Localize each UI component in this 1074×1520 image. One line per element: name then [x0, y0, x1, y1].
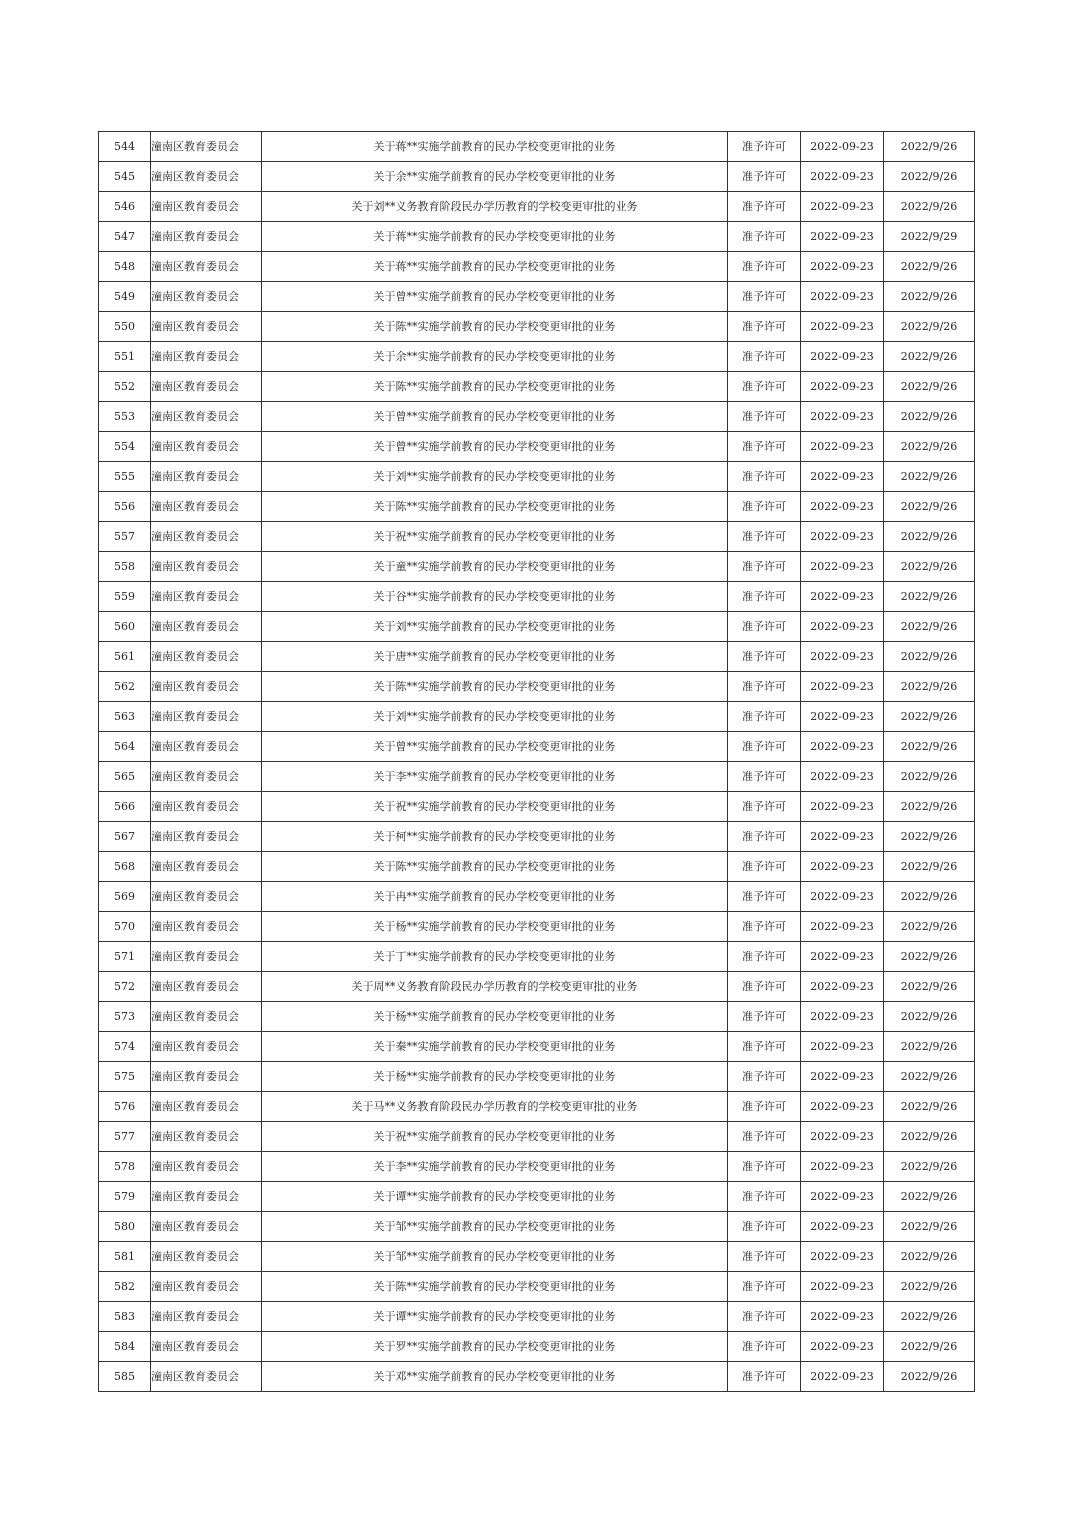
- table-row: [99, 132, 975, 162]
- authority-name: 潼南区教育委员会: [151, 1092, 262, 1122]
- decision-date: 2022-09-23: [801, 402, 884, 432]
- publish-date: 2022/9/26: [884, 822, 975, 852]
- matter-title: 关于柯**实施学前教育的民办学校变更审批的业务: [262, 822, 728, 852]
- matter-title: 关于刘**实施学前教育的民办学校变更审批的业务: [262, 612, 728, 642]
- authority-name: 潼南区教育委员会: [151, 972, 262, 1002]
- authority-name: 潼南区教育委员会: [151, 942, 262, 972]
- row-number: 574: [99, 1032, 151, 1062]
- matter-title: 关于刘**义务教育阶段民办学历教育的学校变更审批的业务: [262, 192, 728, 222]
- table-row: [99, 852, 975, 882]
- decision-date: 2022-09-23: [801, 1212, 884, 1242]
- row-number: 544: [99, 132, 151, 162]
- publish-date: 2022/9/26: [884, 132, 975, 162]
- table-row: [99, 672, 975, 702]
- decision-type: 准予许可: [728, 402, 801, 432]
- decision-type: 准予许可: [728, 312, 801, 342]
- row-number: 548: [99, 252, 151, 282]
- publish-date: 2022/9/26: [884, 162, 975, 192]
- row-number: 551: [99, 342, 151, 372]
- publish-date: 2022/9/26: [884, 732, 975, 762]
- row-number: 567: [99, 822, 151, 852]
- decision-type: 准予许可: [728, 1032, 801, 1062]
- matter-title: 关于杨**实施学前教育的民办学校变更审批的业务: [262, 1062, 728, 1092]
- matter-title: 关于曾**实施学前教育的民办学校变更审批的业务: [262, 282, 728, 312]
- matter-title: 关于杨**实施学前教育的民办学校变更审批的业务: [262, 912, 728, 942]
- decision-type: 准予许可: [728, 522, 801, 552]
- row-number: 559: [99, 582, 151, 612]
- matter-title: 关于陈**实施学前教育的民办学校变更审批的业务: [262, 672, 728, 702]
- authority-name: 潼南区教育委员会: [151, 492, 262, 522]
- publish-date: 2022/9/26: [884, 1242, 975, 1272]
- table-row: [99, 312, 975, 342]
- authority-name: 潼南区教育委员会: [151, 252, 262, 282]
- authority-name: 潼南区教育委员会: [151, 1032, 262, 1062]
- table-row: [99, 252, 975, 282]
- matter-title: 关于冉**实施学前教育的民办学校变更审批的业务: [262, 882, 728, 912]
- matter-title: 关于丁**实施学前教育的民办学校变更审批的业务: [262, 942, 728, 972]
- records-table: [98, 131, 975, 1392]
- decision-type: 准予许可: [728, 1182, 801, 1212]
- row-number: 568: [99, 852, 151, 882]
- table-row: [99, 522, 975, 552]
- table-row: [99, 942, 975, 972]
- decision-date: 2022-09-23: [801, 162, 884, 192]
- decision-type: 准予许可: [728, 1122, 801, 1152]
- row-number: 565: [99, 762, 151, 792]
- matter-title: 关于陈**实施学前教育的民办学校变更审批的业务: [262, 1272, 728, 1302]
- decision-date: 2022-09-23: [801, 1032, 884, 1062]
- authority-name: 潼南区教育委员会: [151, 612, 262, 642]
- row-number: 557: [99, 522, 151, 552]
- decision-date: 2022-09-23: [801, 1182, 884, 1212]
- matter-title: 关于祝**实施学前教育的民办学校变更审批的业务: [262, 522, 728, 552]
- authority-name: 潼南区教育委员会: [151, 372, 262, 402]
- table-row: [99, 702, 975, 732]
- matter-title: 关于曾**实施学前教育的民办学校变更审批的业务: [262, 732, 728, 762]
- authority-name: 潼南区教育委员会: [151, 702, 262, 732]
- authority-name: 潼南区教育委员会: [151, 1272, 262, 1302]
- publish-date: 2022/9/26: [884, 1182, 975, 1212]
- table-row: [99, 762, 975, 792]
- matter-title: 关于陈**实施学前教育的民办学校变更审批的业务: [262, 312, 728, 342]
- decision-date: 2022-09-23: [801, 1002, 884, 1032]
- row-number: 585: [99, 1362, 151, 1392]
- matter-title: 关于陈**实施学前教育的民办学校变更审批的业务: [262, 492, 728, 522]
- matter-title: 关于邓**实施学前教育的民办学校变更审批的业务: [262, 1362, 728, 1392]
- decision-type: 准予许可: [728, 372, 801, 402]
- row-number: 561: [99, 642, 151, 672]
- matter-title: 关于秦**实施学前教育的民办学校变更审批的业务: [262, 1032, 728, 1062]
- matter-title: 关于周**义务教育阶段民办学历教育的学校变更审批的业务: [262, 972, 728, 1002]
- authority-name: 潼南区教育委员会: [151, 852, 262, 882]
- matter-title: 关于陈**实施学前教育的民办学校变更审批的业务: [262, 852, 728, 882]
- decision-date: 2022-09-23: [801, 792, 884, 822]
- table-row: [99, 192, 975, 222]
- authority-name: 潼南区教育委员会: [151, 732, 262, 762]
- row-number: 584: [99, 1332, 151, 1362]
- matter-title: 关于祝**实施学前教育的民办学校变更审批的业务: [262, 1122, 728, 1152]
- authority-name: 潼南区教育委员会: [151, 312, 262, 342]
- table-row: [99, 972, 975, 1002]
- table-row: [99, 822, 975, 852]
- publish-date: 2022/9/26: [884, 1302, 975, 1332]
- row-number: 558: [99, 552, 151, 582]
- decision-date: 2022-09-23: [801, 912, 884, 942]
- decision-date: 2022-09-23: [801, 852, 884, 882]
- table-row: [99, 642, 975, 672]
- publish-date: 2022/9/26: [884, 1122, 975, 1152]
- decision-type: 准予许可: [728, 132, 801, 162]
- matter-title: 关于谭**实施学前教育的民办学校变更审批的业务: [262, 1182, 728, 1212]
- decision-type: 准予许可: [728, 672, 801, 702]
- decision-type: 准予许可: [728, 642, 801, 672]
- authority-name: 潼南区教育委员会: [151, 1362, 262, 1392]
- decision-date: 2022-09-23: [801, 1272, 884, 1302]
- row-number: 573: [99, 1002, 151, 1032]
- matter-title: 关于蒋**实施学前教育的民办学校变更审批的业务: [262, 252, 728, 282]
- row-number: 572: [99, 972, 151, 1002]
- publish-date: 2022/9/26: [884, 1212, 975, 1242]
- authority-name: 潼南区教育委员会: [151, 882, 262, 912]
- decision-type: 准予许可: [728, 1362, 801, 1392]
- row-number: 583: [99, 1302, 151, 1332]
- authority-name: 潼南区教育委员会: [151, 162, 262, 192]
- matter-title: 关于余**实施学前教育的民办学校变更审批的业务: [262, 162, 728, 192]
- publish-date: 2022/9/26: [884, 972, 975, 1002]
- authority-name: 潼南区教育委员会: [151, 912, 262, 942]
- decision-type: 准予许可: [728, 1302, 801, 1332]
- publish-date: 2022/9/26: [884, 1002, 975, 1032]
- authority-name: 潼南区教育委员会: [151, 762, 262, 792]
- records-table-body: [99, 132, 975, 1392]
- table-row: [99, 1032, 975, 1062]
- matter-title: 关于谭**实施学前教育的民办学校变更审批的业务: [262, 1302, 728, 1332]
- row-number: 571: [99, 942, 151, 972]
- matter-title: 关于蒋**实施学前教育的民办学校变更审批的业务: [262, 222, 728, 252]
- authority-name: 潼南区教育委员会: [151, 1332, 262, 1362]
- row-number: 555: [99, 462, 151, 492]
- decision-type: 准予许可: [728, 1152, 801, 1182]
- decision-date: 2022-09-23: [801, 522, 884, 552]
- table-row: [99, 582, 975, 612]
- authority-name: 潼南区教育委员会: [151, 1212, 262, 1242]
- decision-type: 准予许可: [728, 492, 801, 522]
- row-number: 577: [99, 1122, 151, 1152]
- decision-date: 2022-09-23: [801, 1302, 884, 1332]
- row-number: 549: [99, 282, 151, 312]
- table-row: [99, 732, 975, 762]
- matter-title: 关于曾**实施学前教育的民办学校变更审批的业务: [262, 402, 728, 432]
- table-row: [99, 1362, 975, 1392]
- publish-date: 2022/9/26: [884, 1032, 975, 1062]
- decision-date: 2022-09-23: [801, 462, 884, 492]
- decision-date: 2022-09-23: [801, 972, 884, 1002]
- decision-date: 2022-09-23: [801, 1152, 884, 1182]
- decision-date: 2022-09-23: [801, 612, 884, 642]
- matter-title: 关于祝**实施学前教育的民办学校变更审批的业务: [262, 792, 728, 822]
- decision-date: 2022-09-23: [801, 492, 884, 522]
- publish-date: 2022/9/26: [884, 462, 975, 492]
- decision-date: 2022-09-23: [801, 372, 884, 402]
- matter-title: 关于唐**实施学前教育的民办学校变更审批的业务: [262, 642, 728, 672]
- authority-name: 潼南区教育委员会: [151, 132, 262, 162]
- decision-date: 2022-09-23: [801, 942, 884, 972]
- authority-name: 潼南区教育委员会: [151, 282, 262, 312]
- table-row: [99, 432, 975, 462]
- decision-date: 2022-09-23: [801, 642, 884, 672]
- table-row: [99, 492, 975, 522]
- matter-title: 关于李**实施学前教育的民办学校变更审批的业务: [262, 1152, 728, 1182]
- authority-name: 潼南区教育委员会: [151, 1002, 262, 1032]
- publish-date: 2022/9/26: [884, 372, 975, 402]
- publish-date: 2022/9/26: [884, 522, 975, 552]
- matter-title: 关于童**实施学前教育的民办学校变更审批的业务: [262, 552, 728, 582]
- decision-type: 准予许可: [728, 882, 801, 912]
- decision-type: 准予许可: [728, 612, 801, 642]
- table-row: [99, 462, 975, 492]
- decision-type: 准予许可: [728, 342, 801, 372]
- publish-date: 2022/9/26: [884, 882, 975, 912]
- publish-date: 2022/9/26: [884, 492, 975, 522]
- decision-date: 2022-09-23: [801, 762, 884, 792]
- row-number: 578: [99, 1152, 151, 1182]
- publish-date: 2022/9/26: [884, 582, 975, 612]
- authority-name: 潼南区教育委员会: [151, 192, 262, 222]
- publish-date: 2022/9/26: [884, 1272, 975, 1302]
- authority-name: 潼南区教育委员会: [151, 1062, 262, 1092]
- authority-name: 潼南区教育委员会: [151, 672, 262, 702]
- publish-date: 2022/9/26: [884, 402, 975, 432]
- publish-date: 2022/9/26: [884, 312, 975, 342]
- table-row: [99, 402, 975, 432]
- decision-type: 准予许可: [728, 1332, 801, 1362]
- publish-date: 2022/9/26: [884, 852, 975, 882]
- row-number: 576: [99, 1092, 151, 1122]
- decision-type: 准予许可: [728, 762, 801, 792]
- decision-date: 2022-09-23: [801, 672, 884, 702]
- matter-title: 关于余**实施学前教育的民办学校变更审批的业务: [262, 342, 728, 372]
- decision-date: 2022-09-23: [801, 132, 884, 162]
- table-row: [99, 1212, 975, 1242]
- row-number: 580: [99, 1212, 151, 1242]
- row-number: 582: [99, 1272, 151, 1302]
- publish-date: 2022/9/26: [884, 252, 975, 282]
- publish-date: 2022/9/26: [884, 192, 975, 222]
- decision-type: 准予许可: [728, 852, 801, 882]
- decision-type: 准予许可: [728, 942, 801, 972]
- decision-type: 准予许可: [728, 792, 801, 822]
- publish-date: 2022/9/26: [884, 642, 975, 672]
- row-number: 569: [99, 882, 151, 912]
- table-row: [99, 552, 975, 582]
- matter-title: 关于李**实施学前教育的民办学校变更审批的业务: [262, 762, 728, 792]
- row-number: 552: [99, 372, 151, 402]
- authority-name: 潼南区教育委员会: [151, 522, 262, 552]
- row-number: 581: [99, 1242, 151, 1272]
- publish-date: 2022/9/26: [884, 552, 975, 582]
- decision-date: 2022-09-23: [801, 582, 884, 612]
- authority-name: 潼南区教育委员会: [151, 582, 262, 612]
- authority-name: 潼南区教育委员会: [151, 342, 262, 372]
- row-number: 575: [99, 1062, 151, 1092]
- row-number: 579: [99, 1182, 151, 1212]
- matter-title: 关于马**义务教育阶段民办学历教育的学校变更审批的业务: [262, 1092, 728, 1122]
- matter-title: 关于刘**实施学前教育的民办学校变更审批的业务: [262, 702, 728, 732]
- decision-type: 准予许可: [728, 1272, 801, 1302]
- decision-type: 准予许可: [728, 972, 801, 1002]
- publish-date: 2022/9/26: [884, 702, 975, 732]
- decision-type: 准予许可: [728, 462, 801, 492]
- matter-title: 关于刘**实施学前教育的民办学校变更审批的业务: [262, 462, 728, 492]
- decision-type: 准予许可: [728, 822, 801, 852]
- matter-title: 关于蒋**实施学前教育的民办学校变更审批的业务: [262, 132, 728, 162]
- table-row: [99, 1302, 975, 1332]
- row-number: 554: [99, 432, 151, 462]
- decision-type: 准予许可: [728, 1002, 801, 1032]
- decision-type: 准予许可: [728, 222, 801, 252]
- authority-name: 潼南区教育委员会: [151, 432, 262, 462]
- publish-date: 2022/9/26: [884, 1332, 975, 1362]
- decision-type: 准予许可: [728, 1242, 801, 1272]
- row-number: 553: [99, 402, 151, 432]
- table-row: [99, 282, 975, 312]
- row-number: 570: [99, 912, 151, 942]
- row-number: 550: [99, 312, 151, 342]
- decision-type: 准予许可: [728, 192, 801, 222]
- matter-title: 关于杨**实施学前教育的民办学校变更审批的业务: [262, 1002, 728, 1032]
- publish-date: 2022/9/26: [884, 762, 975, 792]
- decision-date: 2022-09-23: [801, 552, 884, 582]
- decision-type: 准予许可: [728, 432, 801, 462]
- decision-date: 2022-09-23: [801, 1332, 884, 1362]
- row-number: 547: [99, 222, 151, 252]
- authority-name: 潼南区教育委员会: [151, 1152, 262, 1182]
- decision-type: 准予许可: [728, 912, 801, 942]
- table-row: [99, 792, 975, 822]
- table-row: [99, 1272, 975, 1302]
- authority-name: 潼南区教育委员会: [151, 402, 262, 432]
- decision-type: 准予许可: [728, 162, 801, 192]
- row-number: 566: [99, 792, 151, 822]
- row-number: 556: [99, 492, 151, 522]
- decision-date: 2022-09-23: [801, 432, 884, 462]
- authority-name: 潼南区教育委员会: [151, 552, 262, 582]
- table-row: [99, 342, 975, 372]
- publish-date: 2022/9/26: [884, 1092, 975, 1122]
- decision-type: 准予许可: [728, 252, 801, 282]
- publish-date: 2022/9/26: [884, 612, 975, 642]
- table-row: [99, 882, 975, 912]
- decision-date: 2022-09-23: [801, 312, 884, 342]
- decision-date: 2022-09-23: [801, 1062, 884, 1092]
- publish-date: 2022/9/29: [884, 222, 975, 252]
- decision-type: 准予许可: [728, 1212, 801, 1242]
- table-row: [99, 1242, 975, 1272]
- table-row: [99, 612, 975, 642]
- publish-date: 2022/9/26: [884, 342, 975, 372]
- decision-date: 2022-09-23: [801, 882, 884, 912]
- table-row: [99, 222, 975, 252]
- publish-date: 2022/9/26: [884, 912, 975, 942]
- decision-date: 2022-09-23: [801, 1362, 884, 1392]
- decision-date: 2022-09-23: [801, 1122, 884, 1152]
- matter-title: 关于邹**实施学前教育的民办学校变更审批的业务: [262, 1212, 728, 1242]
- table-row: [99, 1092, 975, 1122]
- decision-type: 准予许可: [728, 582, 801, 612]
- decision-date: 2022-09-23: [801, 222, 884, 252]
- decision-date: 2022-09-23: [801, 192, 884, 222]
- decision-date: 2022-09-23: [801, 822, 884, 852]
- authority-name: 潼南区教育委员会: [151, 1302, 262, 1332]
- publish-date: 2022/9/26: [884, 1062, 975, 1092]
- authority-name: 潼南区教育委员会: [151, 792, 262, 822]
- authority-name: 潼南区教育委员会: [151, 642, 262, 672]
- publish-date: 2022/9/26: [884, 432, 975, 462]
- publish-date: 2022/9/26: [884, 672, 975, 702]
- row-number: 560: [99, 612, 151, 642]
- decision-date: 2022-09-23: [801, 282, 884, 312]
- publish-date: 2022/9/26: [884, 942, 975, 972]
- row-number: 546: [99, 192, 151, 222]
- matter-title: 关于罗**实施学前教育的民办学校变更审批的业务: [262, 1332, 728, 1362]
- row-number: 545: [99, 162, 151, 192]
- matter-title: 关于谷**实施学前教育的民办学校变更审批的业务: [262, 582, 728, 612]
- table-row: [99, 1152, 975, 1182]
- decision-date: 2022-09-23: [801, 732, 884, 762]
- authority-name: 潼南区教育委员会: [151, 822, 262, 852]
- decision-date: 2022-09-23: [801, 342, 884, 372]
- decision-type: 准予许可: [728, 732, 801, 762]
- decision-type: 准予许可: [728, 1062, 801, 1092]
- decision-date: 2022-09-23: [801, 702, 884, 732]
- table-row: [99, 372, 975, 402]
- row-number: 563: [99, 702, 151, 732]
- table-row: [99, 1182, 975, 1212]
- table-row: [99, 1122, 975, 1152]
- decision-type: 准予许可: [728, 1092, 801, 1122]
- row-number: 562: [99, 672, 151, 702]
- table-row: [99, 1332, 975, 1362]
- decision-type: 准予许可: [728, 702, 801, 732]
- table-row: [99, 162, 975, 192]
- matter-title: 关于邹**实施学前教育的民办学校变更审批的业务: [262, 1242, 728, 1272]
- decision-date: 2022-09-23: [801, 252, 884, 282]
- publish-date: 2022/9/26: [884, 1362, 975, 1392]
- matter-title: 关于曾**实施学前教育的民办学校变更审批的业务: [262, 432, 728, 462]
- authority-name: 潼南区教育委员会: [151, 462, 262, 492]
- publish-date: 2022/9/26: [884, 1152, 975, 1182]
- authority-name: 潼南区教育委员会: [151, 1122, 262, 1152]
- decision-date: 2022-09-23: [801, 1242, 884, 1272]
- matter-title: 关于陈**实施学前教育的民办学校变更审批的业务: [262, 372, 728, 402]
- publish-date: 2022/9/26: [884, 792, 975, 822]
- decision-type: 准予许可: [728, 552, 801, 582]
- row-number: 564: [99, 732, 151, 762]
- authority-name: 潼南区教育委员会: [151, 1242, 262, 1272]
- decision-type: 准予许可: [728, 282, 801, 312]
- table-row: [99, 1002, 975, 1032]
- authority-name: 潼南区教育委员会: [151, 1182, 262, 1212]
- table-row: [99, 912, 975, 942]
- decision-date: 2022-09-23: [801, 1092, 884, 1122]
- publish-date: 2022/9/26: [884, 282, 975, 312]
- authority-name: 潼南区教育委员会: [151, 222, 262, 252]
- table-row: [99, 1062, 975, 1092]
